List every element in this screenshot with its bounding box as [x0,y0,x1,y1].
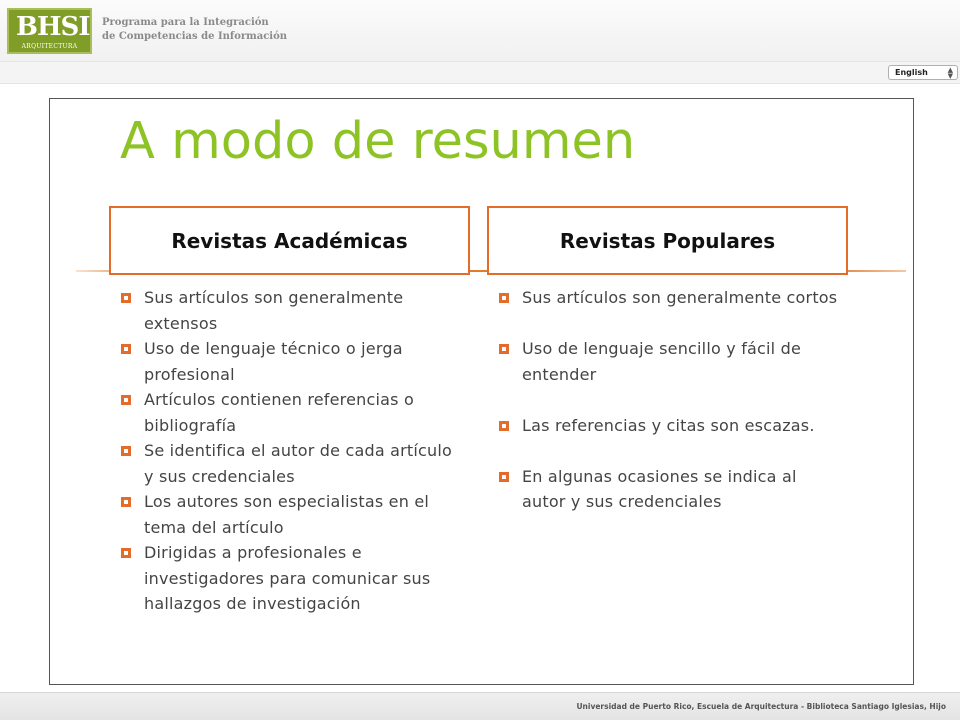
list-item-text: Los autores son especialistas en el tema del artículo [144,492,430,537]
list-item-text: Uso de lenguaje técnico o jerga profesional [144,339,403,384]
list-item [120,285,460,336]
list-item-text: Uso de lenguaje sencillo y fácil de entender [522,339,802,384]
list-item-text: Sus artículos son generalmente cortos [522,288,838,307]
orange-square-bullet-icon [120,445,132,457]
logo-subtitle: ARQUITECTURA [21,43,78,50]
slide-title: A modo de resumen [120,112,636,171]
library-logo[interactable] [7,8,92,54]
popular-magazines-list [498,285,838,540]
footer-text: Universidad de Puerto Rico, Escuela de Arquitectura - Biblioteca Santiago Iglesias, Hijo [576,702,946,711]
list-item [120,387,460,438]
list-item [120,489,460,540]
popular-magazines-heading: Revistas Populares [487,206,848,275]
list-item-text: Sus artículos son generalmente extensos [144,288,404,333]
language-select[interactable] [888,65,958,80]
list-item [120,438,460,489]
list-item [498,464,838,515]
orange-square-bullet-icon [498,471,510,483]
list-item-text: Dirigidas a profesionales e investigadores para comunicar sus hallazgos de investigación [144,543,431,613]
list-item-text: Se identifica el autor de cada artículo y sus credenciales [144,441,453,486]
orange-square-bullet-icon [120,547,132,559]
orange-square-bullet-icon [120,394,132,406]
program-title-line-2: de Competencias de Información [102,31,288,42]
list-item [120,540,460,617]
academic-journals-heading: Revistas Académicas [109,206,470,275]
program-title [102,16,287,44]
up-down-arrows-icon: ▲ ▼ [947,66,953,80]
list-item-text: En algunas ocasiones se indica al autor y sus credenciales [522,466,797,511]
list-item-text: Artículos contienen referencias o bibliografía [144,390,414,435]
list-item [120,336,460,387]
academic-journals-list [120,285,460,617]
language-select-value: English [895,68,928,77]
orange-square-bullet-icon [498,420,510,432]
orange-square-bullet-icon [120,292,132,304]
program-title-line-1: Programa para la Integración [102,17,269,28]
language-bar [0,62,960,84]
list-item [498,413,838,439]
site-header [0,0,960,62]
list-item [498,336,838,387]
footer [0,692,960,720]
orange-square-bullet-icon [120,496,132,508]
logo-mark: BHSI [16,12,90,42]
list-item [498,285,838,311]
orange-square-bullet-icon [120,343,132,355]
orange-square-bullet-icon [498,292,510,304]
list-item-text: Las referencias y citas son escazas. [522,415,815,435]
orange-square-bullet-icon [498,343,510,355]
